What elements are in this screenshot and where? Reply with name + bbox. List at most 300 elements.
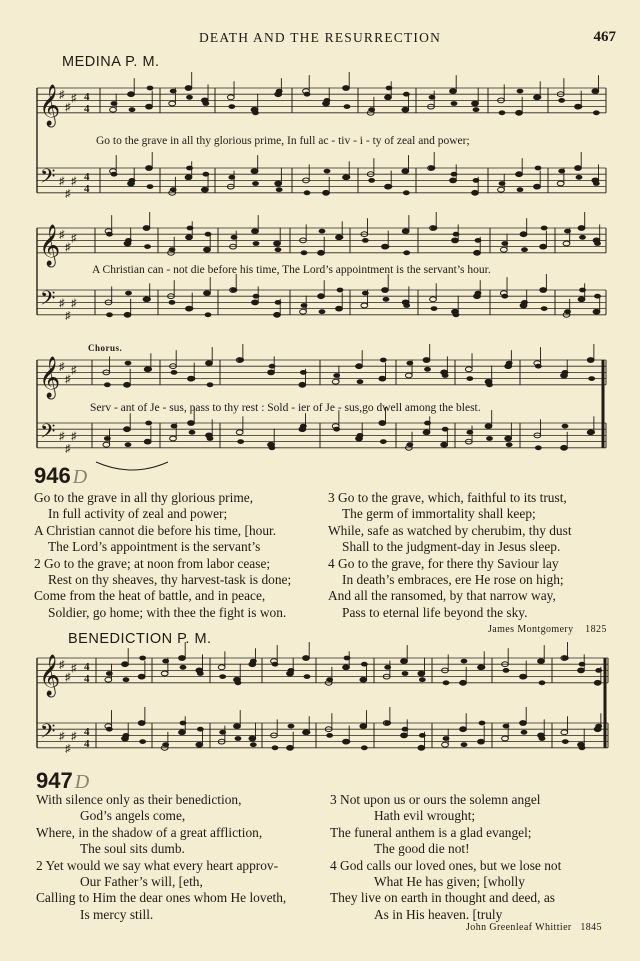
verse-line: What He has given; [wholly [374, 874, 525, 890]
author: John Greenleaf Whittier [466, 922, 572, 933]
note-head [219, 674, 226, 679]
note-head [318, 250, 325, 255]
verse-line: The funeral anthem is a glad evangel; [330, 824, 532, 840]
note-head [170, 436, 177, 441]
note-head [360, 677, 367, 682]
note-head [196, 742, 203, 747]
note-head [594, 241, 601, 246]
note-head [205, 312, 212, 317]
note-head [517, 89, 524, 94]
note-head [122, 662, 129, 667]
note-head [563, 241, 570, 246]
note-head [368, 178, 375, 183]
note-head [252, 181, 259, 186]
note-head [474, 250, 481, 255]
note-head [207, 436, 214, 441]
verse-line: While, safe as watched by cherubim, thy dust [328, 522, 572, 538]
verse-line: The Lord’s appointment is the servant’s [48, 539, 261, 555]
note-head [535, 166, 542, 171]
verse-line: As in His heaven. [truly [374, 906, 503, 922]
note-head [110, 107, 117, 112]
note-head [236, 430, 243, 435]
note-head [268, 370, 275, 375]
note-head [185, 86, 192, 91]
note-head [161, 671, 168, 676]
note-head [472, 101, 479, 106]
note-head [207, 382, 214, 387]
note-head [186, 95, 193, 100]
note-head [227, 95, 234, 100]
note-head [465, 367, 472, 372]
note-head [424, 367, 431, 372]
note-head [228, 104, 235, 109]
note-head [179, 656, 186, 661]
note-head [123, 677, 130, 682]
note-head [561, 445, 568, 450]
chorus-label: Chorus. [88, 343, 123, 353]
note-head [461, 742, 468, 747]
sharp-sign: ♯ [71, 297, 77, 310]
note-head [506, 442, 513, 447]
note-head [124, 382, 131, 387]
sharp-sign: ♯ [71, 175, 77, 188]
note-head [539, 736, 546, 741]
verse-line: 4 God calls our loved ones, but we lose not [330, 857, 562, 873]
note-head [275, 181, 282, 186]
note-head [318, 294, 325, 299]
note-head [124, 427, 131, 432]
sharp-sign: ♯ [59, 297, 65, 310]
note-head [401, 733, 408, 738]
note-head [498, 187, 505, 192]
note-head [106, 312, 113, 317]
sharp-sign: ♯ [71, 430, 77, 443]
note-head [169, 300, 176, 305]
treble-clef: 𝄞 [39, 654, 61, 696]
note-head [343, 665, 350, 670]
sharp-sign: ♯ [59, 229, 65, 242]
note-head [276, 187, 283, 192]
note-head [189, 430, 196, 435]
tune-name-benediction: BENEDICTION P. M. [68, 631, 212, 647]
note-head [460, 727, 467, 732]
page-number: 467 [593, 29, 616, 45]
verse-line: Come from the heat of battle, and in peace, [34, 588, 266, 604]
sharp-sign: ♯ [71, 92, 77, 105]
note-head [402, 169, 409, 174]
note-head [103, 442, 110, 447]
note-head [332, 379, 339, 384]
note-head [144, 439, 151, 444]
author: James Montgomery [488, 624, 574, 635]
note-head [171, 370, 178, 375]
verse-line: In death’s embraces, ere He rose on high; [342, 572, 564, 588]
note-head [401, 659, 408, 664]
note-head [128, 92, 135, 97]
note-head [402, 671, 409, 676]
verse-line: The good die not! [374, 841, 470, 857]
hymn-number: 946 [34, 463, 71, 488]
running-header: DEATH AND THE RESURRECTION [198, 30, 442, 45]
time-signature: 4 [84, 726, 90, 738]
note-head [235, 736, 242, 741]
note-head [303, 656, 310, 661]
sharp-sign: ♯ [65, 442, 71, 455]
verse-line: In full activity of zeal and power; [48, 506, 228, 522]
note-head [179, 730, 186, 735]
verse-line: 3 Go to the grave, which, faithful to its trust, [328, 490, 567, 505]
hymn-947-left-column [36, 792, 286, 923]
verse-line: 4 Go to the grave, for there thy Saviour lay [328, 555, 559, 571]
time-signature: 4 [84, 661, 90, 673]
time-signature: 4 [84, 738, 90, 750]
note-head [269, 445, 276, 450]
note-head [218, 665, 225, 670]
verse-line: The soul sits dumb. [80, 841, 185, 857]
note-head [592, 89, 599, 94]
note-head [356, 364, 363, 369]
note-head [272, 745, 279, 750]
note-head [125, 442, 132, 447]
note-head [361, 303, 368, 308]
note-head [186, 235, 193, 240]
sharp-sign: ♯ [59, 659, 65, 672]
note-head [500, 247, 507, 252]
time-signature: 4 [84, 91, 90, 103]
note-head [333, 427, 340, 432]
note-head [106, 232, 113, 237]
verse-line: Our Father’s will, [eth, [80, 874, 203, 890]
hymn-mark: D [72, 466, 88, 488]
tie-curve [96, 462, 168, 470]
note-head [324, 169, 331, 174]
hymn-947-right-column [330, 792, 561, 923]
note-head [180, 665, 187, 670]
note-head [147, 184, 154, 189]
verse-line: Rest on thy sheaves, thy harvest-task is done; [48, 572, 292, 588]
sharp-sign: ♯ [71, 364, 77, 377]
note-head [540, 288, 547, 293]
hymn-946-attribution [488, 624, 607, 635]
verse-line: With silence only as their benediction, [36, 792, 242, 807]
note-head [106, 727, 113, 732]
sharp-sign: ♯ [59, 175, 65, 188]
note-head [501, 294, 508, 299]
note-head [169, 101, 176, 106]
note-head [503, 668, 510, 673]
note-head [423, 358, 430, 363]
lyric-line-1: Go to the grave in all thy glorious prime, In full ac - tiv - i - ty of zeal and power; [96, 135, 470, 147]
note-head [539, 680, 546, 685]
time-signature: 4 [84, 103, 90, 115]
note-head [450, 178, 457, 183]
note-head [418, 671, 425, 676]
year: 1845 [580, 922, 602, 933]
note-head [579, 235, 586, 240]
sharp-sign: ♯ [71, 232, 77, 245]
verse-line: 3 Not upon us or ours the solemn angel [330, 792, 541, 807]
verse-line: Calling to Him the dear ones whom He loveth, [36, 890, 287, 906]
note-head [578, 226, 585, 231]
note-head [188, 421, 195, 426]
note-head [450, 89, 457, 94]
note-head [383, 297, 390, 302]
note-head [594, 680, 601, 685]
note-head [272, 662, 279, 667]
note-head [287, 745, 294, 750]
note-head [562, 424, 569, 429]
note-head [206, 361, 213, 366]
hymn-mark: D [74, 771, 90, 793]
sharp-sign: ♯ [71, 730, 77, 743]
note-head [419, 677, 426, 682]
hymn-947-number-block [36, 768, 89, 794]
note-head [535, 364, 542, 369]
note-head [379, 421, 386, 426]
note-head [521, 730, 528, 735]
note-head [587, 358, 594, 363]
sharp-sign: ♯ [65, 671, 71, 684]
note-head [430, 297, 437, 302]
note-head [237, 439, 244, 444]
sharp-sign: ♯ [71, 662, 77, 675]
note-head [403, 250, 410, 255]
note-head [288, 724, 295, 729]
tune-name-medina: MEDINA P. M. [62, 54, 160, 70]
note-head [431, 306, 438, 311]
note-head [301, 250, 308, 255]
verse-line: Shall to the judgment-day in Jesus sleep. [342, 539, 561, 555]
note-head [517, 187, 524, 192]
time-signature: 4 [84, 673, 90, 685]
note-head [402, 107, 409, 112]
note-head [252, 110, 259, 115]
note-head [453, 312, 460, 317]
note-head [201, 187, 208, 192]
note-head [535, 445, 542, 450]
note-head [461, 659, 468, 664]
bass-clef: 𝄢 [40, 419, 56, 448]
verse-line: Is mercy still. [80, 906, 154, 922]
verse-line: Pass to eternal life beyond the sky. [342, 604, 528, 620]
verse-line: And all the ransomed, by that narrow way, [328, 588, 556, 604]
note-head [300, 309, 307, 314]
note-head [185, 175, 192, 180]
note-head [249, 736, 256, 741]
note-head [593, 181, 600, 186]
note-head [521, 247, 528, 252]
note-head [403, 190, 410, 195]
note-head [579, 745, 586, 750]
note-head [443, 680, 450, 685]
note-head [234, 724, 241, 729]
note-head [146, 166, 153, 171]
note-head [379, 376, 386, 381]
note-head [147, 86, 154, 91]
note-head [588, 376, 595, 381]
note-head [473, 107, 480, 112]
note-head [541, 306, 548, 311]
treble-clef: 𝄞 [39, 84, 61, 126]
note-head [202, 101, 209, 106]
note-head [361, 745, 368, 750]
hymn-number: 947 [36, 768, 73, 793]
note-head [362, 238, 369, 243]
note-head [319, 229, 326, 234]
lyric-line-3: Serv - ant of Je - sus, pass to thy rest : Sold - ier of Je - sus,go dwell among the blest. [90, 402, 481, 414]
sharp-sign: ♯ [65, 241, 71, 254]
note-head [337, 288, 344, 293]
note-head [558, 98, 565, 103]
hymn-946-right-column [328, 490, 572, 621]
note-head [479, 721, 486, 726]
sharp-sign: ♯ [59, 430, 65, 443]
verse-line: The germ of immortality shall keep; [342, 506, 536, 522]
verse-line: They live on earth in thought and deed, as [330, 890, 555, 906]
note-head [204, 291, 211, 296]
note-head [562, 739, 569, 744]
note-head [418, 745, 425, 750]
note-head [125, 361, 132, 366]
note-head [593, 110, 600, 115]
treble-clef: 𝄞 [39, 356, 61, 398]
note-head [250, 742, 257, 747]
note-head [534, 184, 541, 189]
lyric-line-2: A Christian can - not die before his time, The Lord’s appointment is the servant’s hour. [92, 264, 491, 276]
note-head [578, 668, 585, 673]
note-head [478, 739, 485, 744]
note-head [472, 190, 479, 195]
note-head [505, 436, 512, 441]
note-head [323, 190, 330, 195]
note-head [144, 244, 151, 249]
sharp-sign: ♯ [59, 89, 65, 102]
note-head [275, 247, 282, 252]
note-head [485, 424, 492, 429]
note-head [139, 656, 146, 661]
note-head [380, 358, 387, 363]
bass-clef: 𝄢 [40, 164, 56, 193]
note-head [520, 721, 527, 726]
note-head [466, 376, 473, 381]
note-head [578, 297, 585, 302]
time-signature: 4 [84, 171, 90, 183]
sharp-sign: ♯ [59, 361, 65, 374]
note-head [423, 430, 430, 435]
note-head [274, 312, 281, 317]
sharp-sign: ♯ [65, 101, 71, 114]
note-head [516, 172, 523, 177]
note-head [252, 229, 259, 234]
sharp-sign: ♯ [59, 730, 65, 743]
note-head [326, 733, 333, 738]
note-head [304, 92, 311, 97]
note-head [538, 659, 545, 664]
note-head [380, 439, 387, 444]
note-head [540, 244, 547, 249]
sharp-sign: ♯ [65, 187, 71, 200]
hymn-946-left-column [34, 490, 291, 621]
note-head [145, 421, 152, 426]
note-head [516, 110, 523, 115]
note-head [204, 247, 211, 252]
note-head [343, 86, 350, 91]
note-head [502, 736, 509, 741]
note-head [541, 226, 548, 231]
note-head [104, 382, 111, 387]
note-head [575, 166, 582, 171]
sharp-sign: ♯ [65, 373, 71, 386]
note-head [520, 232, 527, 237]
note-head [357, 379, 364, 384]
note-head [486, 436, 493, 441]
note-head [460, 680, 467, 685]
note-head [138, 674, 145, 679]
note-head [274, 241, 281, 246]
note-head [299, 382, 306, 387]
verse-line: 2 Go to the grave; at noon from labor cease; [34, 555, 271, 571]
treble-clef: 𝄞 [39, 224, 61, 266]
verse-line: God’s angels come, [80, 808, 186, 824]
verse-line: Where, in the shadow of a great affliction, [36, 824, 263, 840]
verse-line: 2 Yet would we say what every heart approv- [36, 857, 279, 873]
verse-line: Hath evil wrought; [374, 808, 476, 824]
note-head [402, 229, 409, 234]
note-head [403, 303, 410, 308]
note-head [385, 95, 392, 100]
note-head [253, 241, 260, 246]
bass-clef: 𝄢 [40, 286, 56, 315]
time-signature: 4 [84, 183, 90, 195]
sharp-sign: ♯ [65, 309, 71, 322]
note-head [143, 226, 150, 231]
note-head [382, 288, 389, 293]
note-head [125, 291, 132, 296]
note-head [593, 309, 600, 314]
note-head [441, 442, 448, 447]
note-head [129, 107, 136, 112]
hymn-946-number-block [34, 463, 87, 489]
note-head [124, 312, 131, 317]
note-head [111, 172, 118, 177]
note-head [146, 104, 153, 109]
note-head [251, 169, 258, 174]
note-head [499, 110, 506, 115]
year: 1825 [585, 624, 607, 635]
verse-line: A Christian cannot die before his time, [hour. [34, 522, 277, 538]
note-head [105, 677, 112, 682]
note-head [557, 181, 564, 186]
note-head [336, 306, 343, 311]
verse-line: Soldier, go home; with thee the fight is won. [48, 604, 287, 620]
note-head [451, 101, 458, 106]
note-head [561, 730, 568, 735]
note-head [442, 742, 449, 747]
note-head [197, 671, 204, 676]
note-head [576, 175, 583, 180]
note-head [304, 190, 311, 195]
sharp-sign: ♯ [65, 742, 71, 755]
note-head [235, 680, 242, 685]
note-head [319, 309, 326, 314]
note-head [252, 300, 259, 305]
hymn-947-attribution [466, 922, 602, 933]
bass-clef: 𝄢 [40, 719, 56, 748]
note-head [139, 739, 146, 744]
note-head [304, 674, 311, 679]
note-head [360, 724, 367, 729]
note-head [405, 373, 412, 378]
